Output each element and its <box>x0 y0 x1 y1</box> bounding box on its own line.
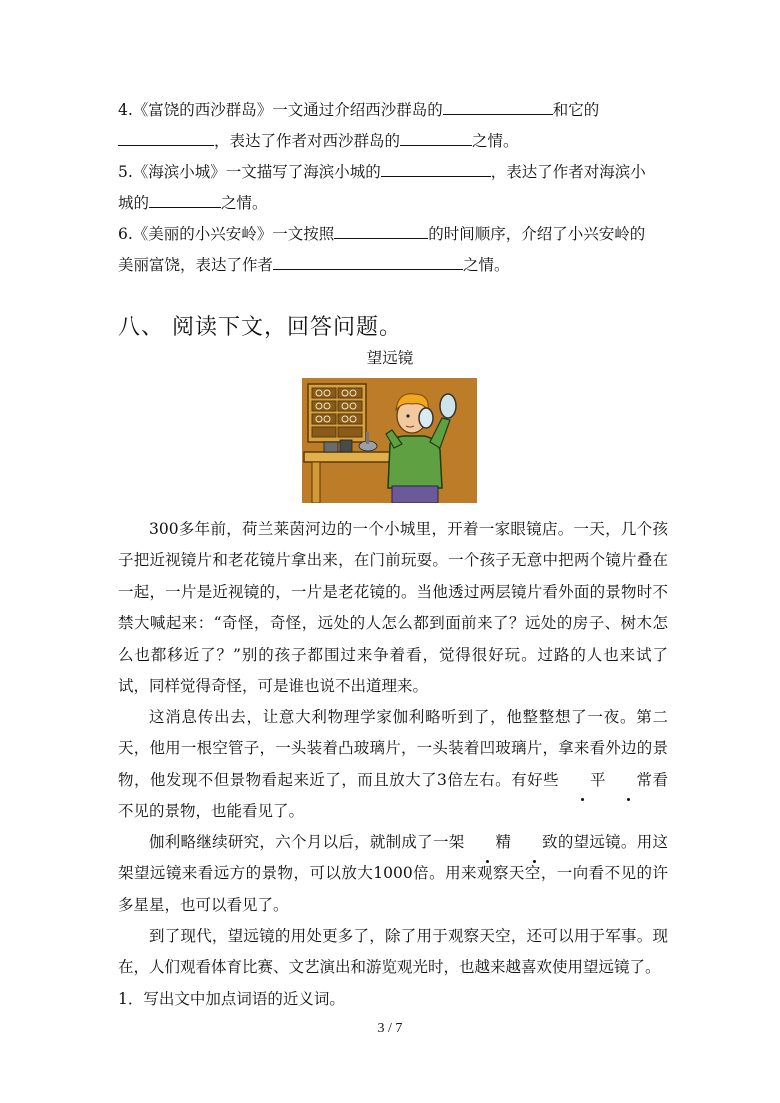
passage-paragraph-1: 300多年前，荷兰莱茵河边的一个小城里，开着一家眼镜店。一天，几个孩子把近视镜片和老花镜片拿出来，在门前玩耍。一个孩子无意中把两个镜片叠在一起，一片是近视镜的，一片是老花镜的。当他透过两层镜片看外面的景物时不禁大喊起来：“奇怪，奇怪，远处的人怎么都到面前来了？远处的房子、树木怎么也都移近了？”别的孩子都围过来争着看，觉得很好玩。过路的人也来试了试，同样觉得奇怪，可是谁也说不出道理来。 <box>118 520 668 696</box>
answer-blank[interactable] <box>149 193 221 208</box>
page-number: 3 / 7 <box>377 1021 403 1036</box>
passage-title: 望远镜 <box>366 349 414 367</box>
question-5-line-1: 5.《海滨小城》一文描写了海滨小城的 ，表达了作者对海滨小 <box>118 163 646 181</box>
question-5-line-2: 城的 之情。 <box>118 194 268 212</box>
question-6-line-1: 6.《美丽的小兴安岭》一文按照 的时间顺序，介绍了小兴安岭的 <box>118 225 646 243</box>
answer-blank[interactable] <box>443 100 553 115</box>
dotted-character: 精 <box>465 827 512 858</box>
question-4-line-2: ，表达了作者对西沙群岛的 之情。 <box>118 131 519 151</box>
boy-with-lenses-illustration <box>302 378 477 503</box>
sub-question-1: 1．写出文中加点词语的近义词。 <box>118 990 345 1008</box>
answer-blank[interactable] <box>118 131 214 146</box>
answer-blank[interactable] <box>273 255 463 270</box>
question-6-line-2: 美丽富饶，表达了作者 之情。 <box>118 256 510 274</box>
dotted-character: 致 <box>511 827 558 858</box>
passage-paragraph-4: 到了现代，望远镜的用处更多了，除了用于观察天空，还可以用于军事。现在，人们观看体育比赛、文艺演出和游览观光时，也越来越喜欢使用望远镜了。 <box>118 927 668 977</box>
answer-blank[interactable] <box>381 162 491 177</box>
passage-paragraph-3: 伽利略继续研究，六个月以后，就制成了一架 精 致的望远镜。用这架望远镜来看远方的景物，可以放大1000倍。用来观察天空，一向看不见的许多星星，也可以看见了。 <box>118 827 668 921</box>
dotted-character: 常 <box>606 765 653 796</box>
question-4-line-1: 4.《富饶的西沙群岛》一文通过介绍西沙群岛的 和它的 <box>118 101 600 119</box>
dotted-character: 平 <box>559 765 606 796</box>
answer-blank[interactable] <box>400 131 472 146</box>
answer-blank[interactable] <box>334 224 428 239</box>
passage-paragraph-2: 这消息传出去，让意大利物理学家伽利略听到了，他整整想了一夜。第二天，他用一根空管子，一头装着凸玻璃片，一头装着凹玻璃片，拿来看外边的景物，他发现不但景物看起来近了，而且放大了3倍左右。有好些 平 常看不见的景物，也能看见了。 <box>118 708 668 821</box>
section-heading: 八、 阅读下文，回答问题。 <box>118 315 402 340</box>
